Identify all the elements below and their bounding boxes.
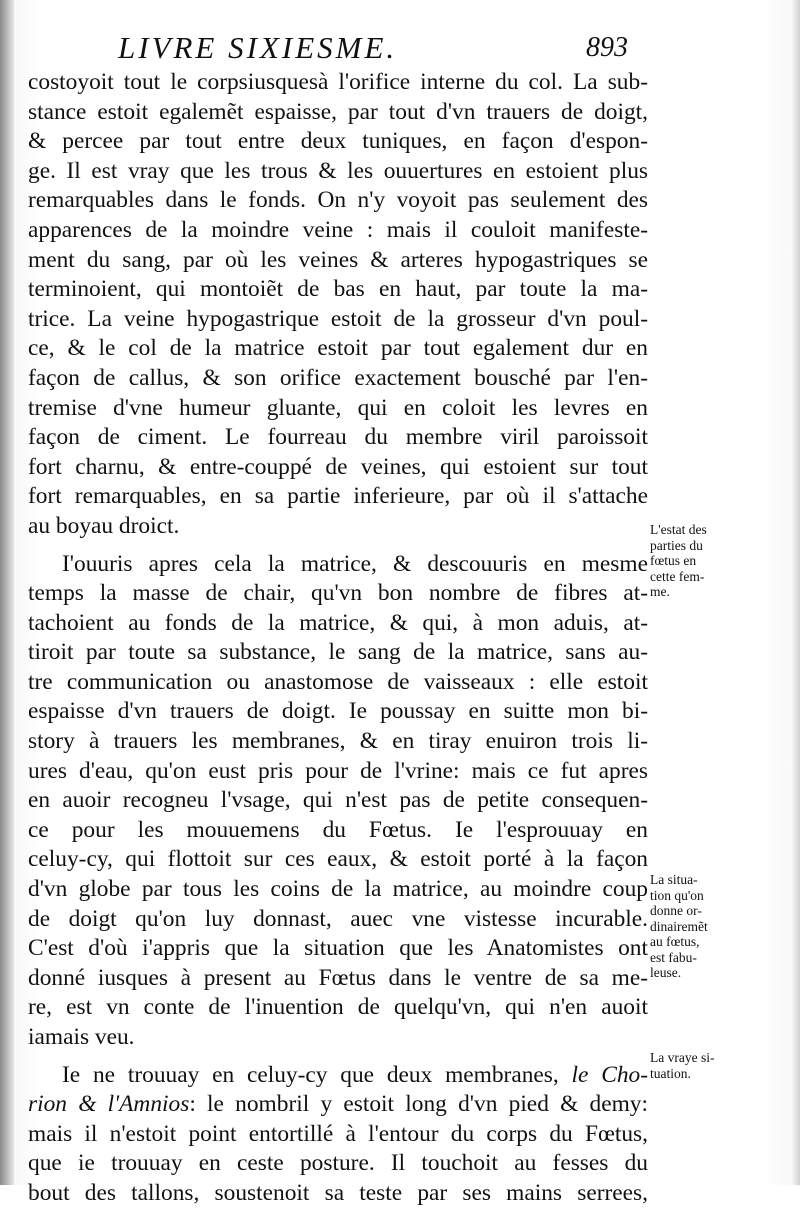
paragraph-2 [28,550,648,1053]
text-line: trice. La veine hypogastrique estoit de la grosseur d'vn poul- [28,305,648,332]
page-number: 893 [586,32,628,63]
text-line: en auoir recogneu l'vsage, qui n'est pas de petite consequen- [28,787,648,814]
text-line: celuy-cy, qui flottoit sur ces eaux, & estoit porté à la façon [28,846,648,873]
running-title: LIVRE SIXIESME. [118,30,398,65]
text-line: bout des tallons, soustenoit sa teste par ses mains serrees, [28,1179,648,1206]
note-line: parties du [650,537,703,553]
text-line: iamais veu. [28,1024,135,1050]
text-line: terminoient, qui montoiẽt de bas en haut, par toute la ma- [28,276,648,303]
note-line: dinairemẽt [650,918,708,934]
text-line: I'ouuris apres cela la matrice, & descouuris en mesme [62,550,648,577]
paragraph-1 [28,68,648,542]
paragraph-3 [28,1061,648,1209]
text-line: d'vn globe par tous les coins de la matrice, au moindre coup [28,876,648,903]
note-line: me. [650,584,670,599]
text-line: ce pour les mouuemens du Fœtus. Ie l'esprouuay en [28,816,648,843]
text-line: stance estoit egalemẽt espaisse, par tout d'vn trauers de doigt, [28,98,648,125]
text-line: façon de callus, & son orifice exactement bousché par l'en- [28,364,648,391]
note-line: fœtus en [650,553,697,568]
note-line: leuse. [650,965,682,980]
text-line: tiroit par toute sa substance, le sang de la matrice, sans au- [28,639,648,666]
note-line: L'estat des [650,522,707,537]
text-line: au boyau droict. [28,512,180,539]
page-header [118,30,628,70]
text-line: ures d'eau, qu'on eust pris pour de l'vrine: mais ce fut apres [28,757,648,784]
text-line: tachoient au fonds de la matrice, & qui, à mon aduis, at- [28,609,648,636]
text-line: que ie trouuay en ceste posture. Il touchoit au fesses du [28,1150,648,1177]
note-line: La vraye si- [650,1050,715,1065]
text-line [28,1061,648,1091]
text-line: re, est vn conte de l'inuention de quelqu'vn, qui n'en auoit [28,994,648,1021]
text-line: donné iusques à present au Fœtus dans le ventre de sa me- [28,964,648,991]
note-line: tuation. [650,1065,691,1081]
text-line: story à trauers les membranes, & en tiray enuiron trois li- [28,728,648,755]
page-edge [790,0,800,1185]
note-line: tion qu'on [650,887,704,903]
text-line: espaisse d'vn trauers de doigt. Ie poussay en suitte mon bi- [28,698,648,725]
text-line: façon de ciment. Le fourreau du membre viril paroissoit [28,424,648,451]
binding-gutter [0,0,14,1185]
note-line: donne or- [650,903,702,918]
text-line: tre communication ou anastomose de vaisseaux : elle estoit [28,668,648,695]
main-text [28,68,648,1209]
text-line: ce, & le col de la matrice estoit par tout egalement dur en [28,335,648,362]
text-line: mais il n'estoit point entortillé à l'entour du corps du Fœtus, [28,1120,648,1147]
marginal-note-state-of-fetus [650,522,742,600]
text-line: & percee par tout entre deux tuniques, en façon d'espon- [28,128,648,155]
text-line: fort charnu, & entre-couppé de veines, qui estoient sur tout [28,453,648,480]
marginal-note-common-situation [650,872,742,981]
text-line: apparences de la moindre veine : mais il couloit manifeste- [28,216,648,243]
text-line: remarquables dans le fonds. On n'y voyoit pas seulement des [28,187,648,214]
text-segment: : le nombril y estoit long d'vn pied & demy: [189,1091,649,1118]
text-line: tremise d'vne humeur gluante, qui en coloit les levres en [28,394,648,421]
text-line: temps la masse de chair, qu'vn bon nombre de fibres at- [28,580,648,607]
text-line: de doigt qu'on luy donnast, auec vne vistesse incurable. [28,905,648,932]
text-line: C'est d'où i'appris que la situation que les Anatomistes ont [28,935,648,962]
italic-term: rion & l'Amnios [28,1091,190,1118]
text-line [28,1090,648,1120]
text-line: costoyoit tout le corpsiusquesà l'orifice interne du col. La sub- [28,69,648,95]
text-segment: Ie ne trouuay en celuy-cy que deux membranes, [62,1061,572,1088]
note-line: La situa- [650,872,698,887]
text-line: fort remarquables, en sa partie inferieure, par où il s'attache [28,483,648,510]
marginal-note-true-situation [650,1050,742,1081]
text-line: ge. Il est vray que les trous & les ouuertures en estoient plus [28,157,648,184]
note-line: est fabu- [650,949,697,965]
text-line: ment du sang, par où les veines & arteres hypogastriques se [28,246,648,273]
note-line: au fœtus, [650,934,700,949]
note-line: cette fem- [650,568,705,584]
italic-term: le Cho- [571,1061,649,1088]
